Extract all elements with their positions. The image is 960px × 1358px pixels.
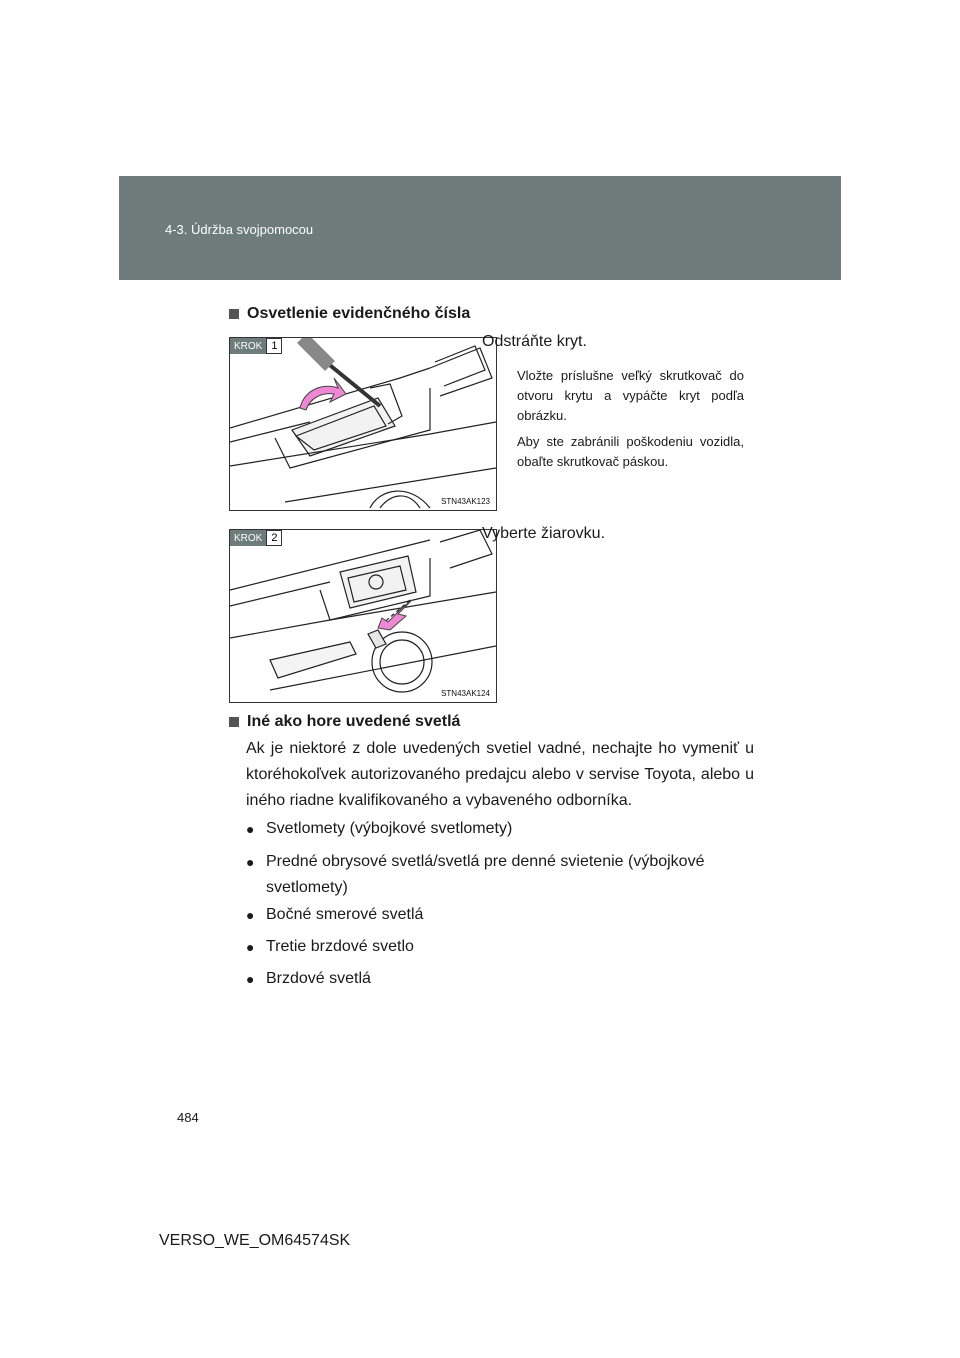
bullet-dot-icon: ● xyxy=(246,939,255,955)
square-bullet-icon xyxy=(229,717,239,727)
step-1-figure xyxy=(229,337,497,511)
step-2-title: Vyberte žiarovku. xyxy=(482,525,606,542)
list-item: ● Brzdové svetlá xyxy=(246,966,756,992)
other-lights-paragraph: Ak je niektoré z dole uvedených svetiel vadné, nechajte ho vymeniť u ktoréhokoľvek autorizovaného predajcu alebo v servise Toyota, alebo u iného riadne kvalifikovaného a vybaveného odborníka. xyxy=(246,740,754,809)
step-1-note-1: Vložte príslušne veľký skrutkovač do otvoru krytu a vypáčte kryt podľa obrázku. xyxy=(517,368,744,423)
bullet-dot-icon: ● xyxy=(246,907,255,923)
square-bullet-icon xyxy=(229,309,239,319)
header-band xyxy=(119,176,841,280)
other-lights-heading: Iné ako hore uvedené svetlá xyxy=(229,713,460,731)
bulb-removal-illustration xyxy=(230,530,496,702)
list-item: ● Predné obrysové svetlá/svetlá pre denné svietenie (výbojkové svetlomety) xyxy=(246,849,756,901)
list-item: ● Svetlomety (výbojkové svetlomety) xyxy=(246,816,756,842)
step-1-note-2: Aby ste zabránili poškodeniu vozidla, obaľte skrutkovač páskou. xyxy=(517,434,744,469)
bullet-dot-icon: ● xyxy=(246,971,255,987)
figure-code: STN43AK124 xyxy=(441,689,490,698)
step-1-title: Odstráňte kryt. xyxy=(482,333,587,350)
pink-arrow-icon xyxy=(300,378,346,410)
list-item: ● Tretie brzdové svetlo xyxy=(246,934,756,960)
list-item: ● Bočné smerové svetlá xyxy=(246,902,756,928)
page-number: 484 xyxy=(177,1110,199,1125)
figure-code: STN43AK123 xyxy=(441,497,490,506)
cover-removal-illustration xyxy=(230,338,496,510)
section-label: 4-3. Údržba svojpomocou xyxy=(165,222,314,237)
license-plate-light-heading: Osvetlenie evidenčného čísla xyxy=(229,305,470,323)
step-2-figure xyxy=(229,529,497,703)
step-1-badge: KROK 1 xyxy=(230,338,282,354)
document-code: VERSO_WE_OM64574SK xyxy=(159,1232,351,1249)
bullet-dot-icon: ● xyxy=(246,854,255,870)
step-2-badge: KROK 2 xyxy=(230,530,282,546)
bullet-dot-icon: ● xyxy=(246,821,255,837)
